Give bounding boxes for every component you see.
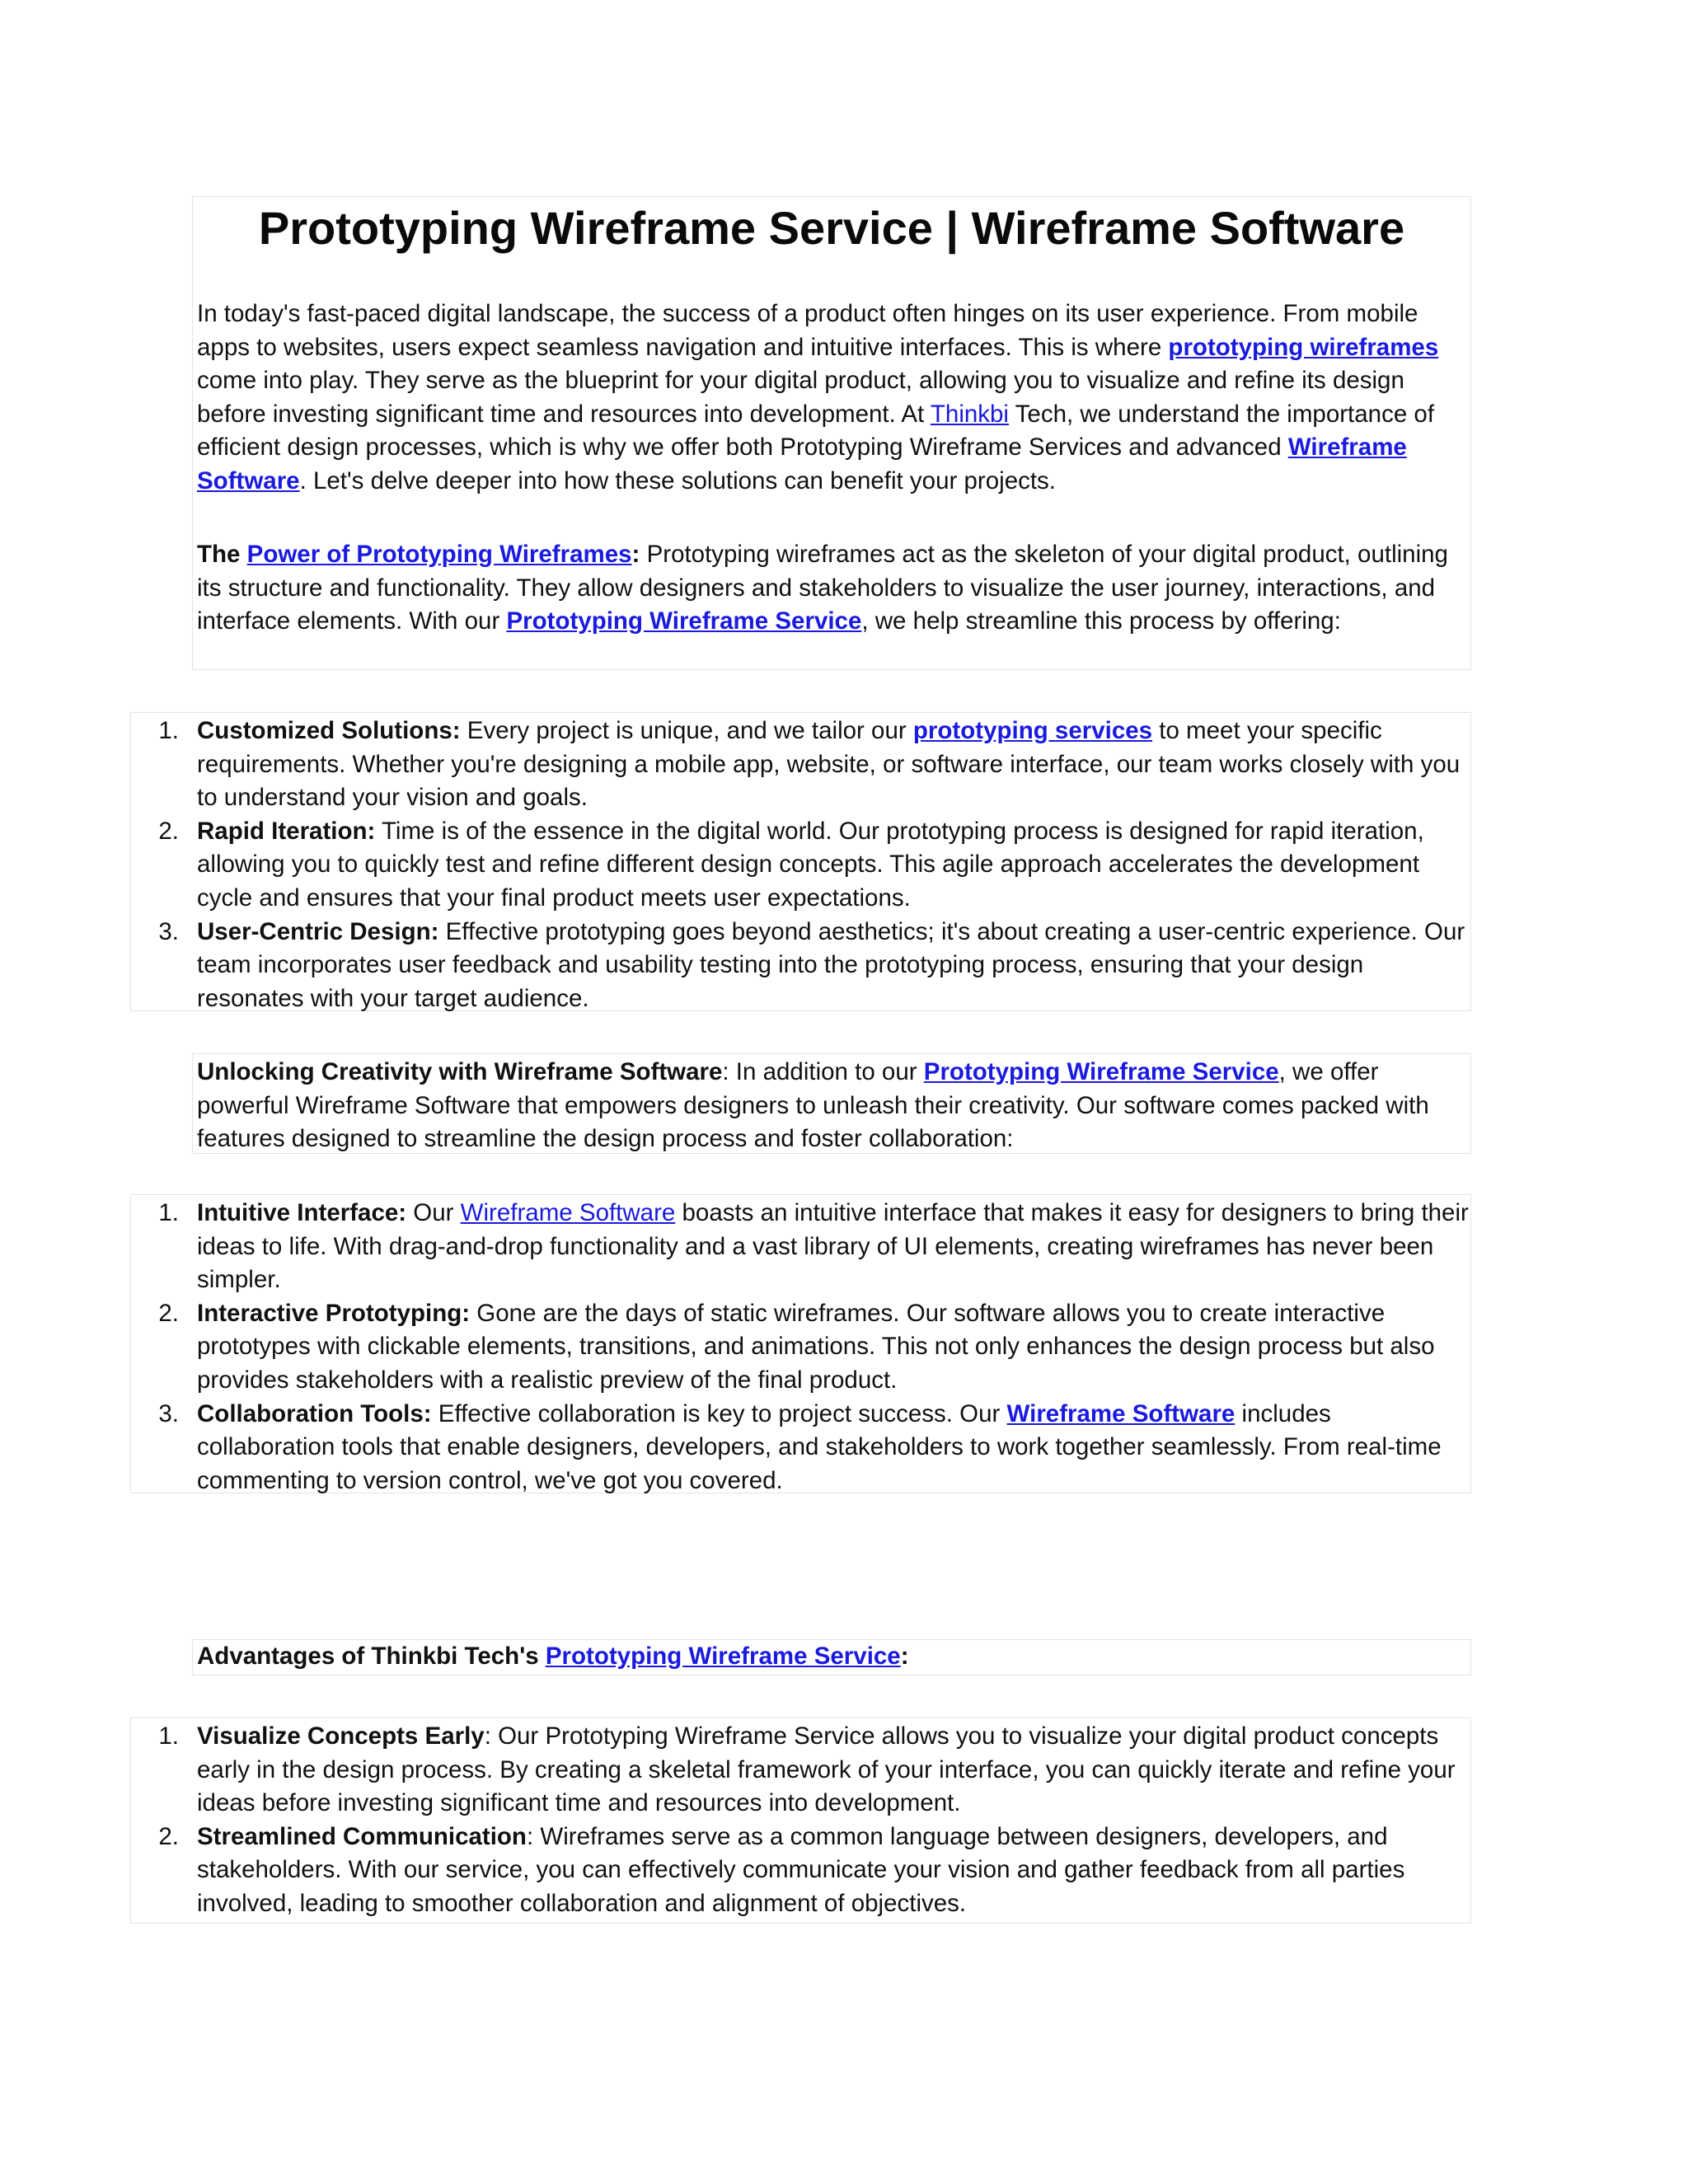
list-number: 2. (158, 1822, 179, 1850)
list-item-heading: Streamlined Communication (197, 1822, 527, 1850)
page-title: Prototyping Wireframe Service | Wireframe Software (258, 202, 1405, 254)
creativity-text-2: , we offer powerful Wireframe Software that empowers designers to unleash their creativity. Our software comes packed with features designed to streamline the design process and foster collaboration: (197, 1058, 1429, 1153)
list-item-text: Gone are the days of static wireframes. Our software allows you to create interactive prototypes with clickable elements, transitions, and animations. This not only enhances the design process but also provides stakeholders with a realistic preview of the final product. (197, 1299, 1435, 1394)
list-item (158, 715, 1466, 815)
list-item (158, 1821, 1466, 1921)
advantages-colon: : (900, 1643, 909, 1670)
list-item-heading: Visualize Concepts Early (197, 1722, 485, 1750)
list-item (158, 1297, 1470, 1398)
list-item-heading: Collaboration Tools: (197, 1399, 432, 1427)
advantages-list (158, 1720, 1466, 1921)
list-number: 2. (158, 817, 179, 845)
advantages-heading (197, 1640, 1466, 1674)
list-number: 1. (158, 717, 179, 744)
list-item-text: : Our Prototyping Wireframe Service allows you to visualize your digital product concepts early in the design process. By creating a skeletal framework of your interface, you can quickly iterate and refine your ideas before investing significant time and resources into development. (197, 1722, 1456, 1817)
list-item-text: boasts an intuitive interface that makes it easy for designers to bring their ideas to life. With drag-and-drop functionality and a vast library of UI elements, creating wireframes has never been simpler. (197, 1199, 1469, 1294)
list-item (158, 916, 1466, 1016)
advantages-heading-text: Advantages of Thinkbi Tech's (197, 1643, 546, 1670)
power-text-2: , we help streamline this process by offering: (861, 607, 1341, 635)
list-item-heading: Customized Solutions: (197, 717, 461, 744)
power-text-1: Prototyping wireframes act as the skeleton of your digital product, outlining its structure and functionality. They allow designers and stakeholders to visualize the user journey, interactions, and interface elements. With our (197, 541, 1448, 635)
link-power-of-prototyping-wireframes[interactable]: Power of Prototyping Wireframes (246, 541, 632, 568)
power-colon: : (631, 541, 640, 568)
list-item-text: : Wireframes serve as a common language between designers, developers, and stakeholders. With our service, you can effectively communicate your vision and gather feedback from all parties involved, leading to smoother collaboration and alignment of objectives. (197, 1822, 1405, 1917)
link-thinkbi[interactable]: Thinkbi (930, 400, 1009, 428)
list-item (158, 1197, 1470, 1297)
intro-text-3: Tech, we understand the importance of efficient design processes, which is why we offer both Prototyping Wireframe Services and advanced (197, 400, 1435, 462)
list-1-section (130, 712, 1471, 1011)
list-item (158, 1720, 1466, 1821)
list-3-section (130, 1718, 1471, 1924)
list-2-section (130, 1194, 1471, 1493)
link-prototyping-wireframe-service-2[interactable]: Prototyping Wireframe Service (923, 1058, 1279, 1085)
list-item-text: Our (406, 1199, 461, 1226)
list-item-text: includes collaboration tools that enable designers, developers, and stakeholders to work together seamlessly. From real-time commenting to version control, we've got you covered. (197, 1399, 1442, 1494)
list-item-text: to meet your specific requirements. Whether you're designing a mobile app, website, or software interface, our team works closely with you to understand your vision and goals. (197, 717, 1461, 812)
list-number: 1. (158, 1722, 179, 1750)
list-item-heading: Rapid Iteration: (197, 817, 376, 845)
list-item-text: Effective prototyping goes beyond aesthetics; it's about creating a user-centric experience. Our team incorporates user feedback and usability testing into the prototyping process, ensuring that your design resonates with your target audience. (197, 917, 1465, 1012)
list-item-heading: Interactive Prototyping: (197, 1299, 471, 1327)
link-wireframe-software[interactable]: Wireframe Software (197, 434, 1407, 494)
intro-text-1: In today's fast-paced digital landscape, the success of a product often hinges on its user experience. From mobile apps to websites, users expect seamless navigation and intuitive interfaces. This is where (197, 300, 1418, 361)
intro-text-2: come into play. They serve as the blueprint for your digital product, allowing you to visualize and refine its design before investing significant time and resources into development. At (197, 367, 1404, 428)
services-list (158, 715, 1466, 1015)
list-item-text: Time is of the essence in the digital world. Our prototyping process is designed for rapid iteration, allowing you to quickly test and refine different design concepts. This agile approach accelerates the development cycle and ensures that your final product meets user expectations. (197, 817, 1424, 912)
intro-text-4: . Let's delve deeper into how these solutions can benefit your projects. (299, 466, 1057, 494)
power-lead: The (197, 541, 247, 568)
list-item-heading: User-Centric Design: (197, 917, 439, 945)
link-wireframe-software-3[interactable]: Wireframe Software (1006, 1399, 1236, 1427)
list-item-text: Every project is unique, and we tailor our (460, 717, 913, 744)
intro-section (192, 196, 1471, 670)
link-prototyping-wireframe-service-3[interactable]: Prototyping Wireframe Service (545, 1643, 901, 1670)
list-number: 3. (158, 917, 179, 945)
link-prototyping-wireframes[interactable]: prototyping wireframes (1168, 333, 1439, 361)
link-prototyping-wireframe-service[interactable]: Prototyping Wireframe Service (506, 607, 862, 635)
list-number: 3. (158, 1399, 179, 1427)
link-wireframe-software-2[interactable]: Wireframe Software (460, 1199, 676, 1226)
list-item-heading: Intuitive Interface: (197, 1199, 407, 1226)
list-item (158, 1398, 1470, 1498)
list-number: 2. (158, 1299, 179, 1327)
list-item-text: Effective collaboration is key to project success. Our (431, 1399, 1007, 1427)
list-number: 1. (158, 1199, 179, 1226)
creativity-paragraph (197, 1056, 1466, 1156)
advantages-section (192, 1639, 1471, 1675)
creativity-heading: Unlocking Creativity with Wireframe Software (197, 1058, 723, 1085)
software-features-list (158, 1197, 1470, 1497)
power-paragraph (197, 538, 1470, 639)
link-prototyping-services[interactable]: prototyping services (912, 717, 1153, 744)
creativity-text-1: : In addition to our (722, 1058, 924, 1085)
intro-paragraph (197, 298, 1470, 499)
list-item (158, 815, 1466, 916)
creativity-section (192, 1053, 1471, 1154)
